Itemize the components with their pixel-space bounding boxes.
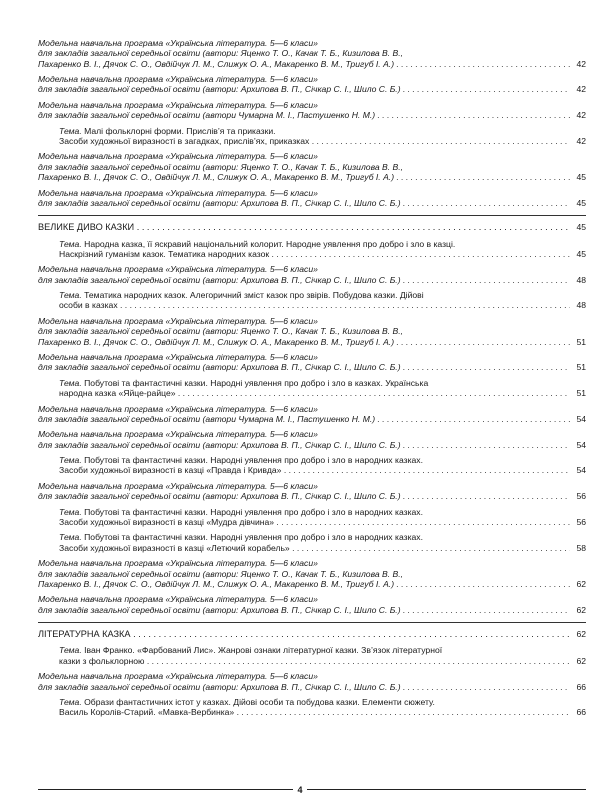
toc-entry-line [38,74,570,84]
toc-program-entry [38,352,586,373]
toc-entry-text: Модельна навчальна програма «Українська література. 5—6 класи» [38,429,318,440]
toc-page-number: 56 [576,491,586,502]
toc-entry-line [59,249,570,259]
toc-entry-text: Побутові та фантастичні казки. Народні уявлення про добро і зло в народних казках. [84,532,423,543]
toc-page-number: 54 [576,465,586,476]
toc-entry-line [38,275,570,285]
toc-entry-text: Модельна навчальна програма «Українська література. 5—6 класи» [38,403,318,414]
toc-entry-text: Модельна навчальна програма «Українська література. 5—6 класи» [38,264,318,275]
toc-page-number: 48 [576,300,586,311]
toc-page-number: 62 [576,655,586,666]
toc-entry-text: для закладів загальної середньої освіти (автори: Архипова В. П., Січкар С. І., Шило С. Б.) [38,362,401,373]
toc-entry-text: Модельна навчальна програма «Українська література. 5—6 класи» [38,38,318,48]
toc-entry-line [38,172,570,182]
toc-entry-line [38,671,570,681]
toc-entry-line [59,239,570,249]
toc-entry-line [59,707,570,717]
toc-entry-text: для закладів загальної середньої освіти (автори: Архипова В. П., Січкар С. І., Шило С. Б.) [38,197,401,208]
toc-page-number: 54 [576,439,586,450]
toc-entry-text: для закладів загальної середньої освіти (автори: Архипова В. П., Січкар С. І., Шило С. Б.) [38,491,401,502]
toc-program-entry [38,264,586,285]
topic-label: Тема. [59,645,82,656]
toc-entry-text: Малі фольклорні форми. Прислів’я та приказки. [84,125,276,136]
toc-program-entry [38,38,586,69]
toc-entry-line [38,337,570,347]
toc-entry-line [38,629,570,640]
toc-entry-text: Модельна навчальна програма «Українська література. 5—6 класи» [38,480,318,491]
toc-entry-text: Образи фантастичних істот у казках. Дійові особи та побудова казки. Елементи сюжету. [84,697,435,707]
toc-entry-text: казки з фольклорною [59,655,145,666]
toc-topic-entry [38,645,586,666]
toc-entry-line [38,404,570,414]
toc-entry-text: Народна казка, її яскравий національний колорит. Народне уявлення про добро і зло в казці. [84,238,456,249]
toc-page-number: 51 [576,362,586,373]
toc-entry-text: Наскрізний гуманізм казок. Тематика народних казок [59,248,270,259]
topic-label: Тема. [59,532,82,543]
toc-program-entry [38,188,586,209]
toc-entry-line [38,59,570,69]
toc-entry-line [38,558,570,568]
toc-entry-line [59,136,570,146]
toc-entry-text: Засоби художньої виразності в казці «Летючий корабель» [59,542,290,553]
toc-entry-line [59,543,570,553]
toc-page-number: 45 [576,197,586,208]
toc-page-number: 62 [576,604,586,615]
toc-entry-line [38,162,570,172]
toc-entry-line [38,569,570,579]
toc-entry-text: для закладів загальної середньої освіти (автори: Яценко Т. О., Качак Т. Б., Кизилова В. В., [38,568,404,579]
toc-topic-entry [38,290,586,311]
topic-label: Тема. [59,377,82,388]
toc-topic-entry [38,697,586,718]
toc-entry-text: Модельна навчальна програма «Українська література. 5—6 класи» [38,558,318,569]
toc-entry-text: для закладів загальної середньої освіти (автори: Архипова В. П., Січкар С. І., Шило С. Б.) [38,274,401,285]
toc-section-heading [38,629,586,640]
topic-label: Тема. [59,238,82,249]
toc-entry-line [38,326,570,336]
toc-entry-line [38,414,570,424]
toc-entry-line [38,84,570,94]
toc-entry-text: ЛІТЕРАТУРНА КАЗКА [38,628,131,639]
toc-entry-text: для закладів загальної середньої освіти (автори: Архипова В. П., Січкар С. І., Шило С. Б.) [38,439,401,450]
toc-program-entry [38,151,586,182]
toc-topic-entry [38,507,586,528]
toc-entry-line [38,429,570,439]
toc-entry-line [38,579,570,589]
toc-entry-text: Модельна навчальна програма «Українська література. 5—6 класи» [38,99,318,110]
topic-label: Тема. [59,697,82,707]
topic-label: Тема. [59,290,82,301]
toc-entry-text: Модельна навчальна програма «Українська література. 5—6 класи» [38,352,318,363]
toc-entry-line [38,594,570,604]
toc-page-number: 42 [576,58,586,69]
toc-program-entry [38,100,586,121]
toc-entry-text: для закладів загальної середньої освіти (автори: Яценко Т. О., Качак Т. Б., Кизилова В. В., [38,326,404,337]
toc-entry-line [59,465,570,475]
page-number-text: 4 [293,785,306,795]
toc-entry-line [59,517,570,527]
toc-page-number: 66 [576,681,586,692]
toc-page-number: 51 [576,388,586,399]
toc-page-number: 42 [576,84,586,95]
toc-entry-line [38,362,570,372]
toc-entry-text: Засоби художньої виразності в загадках, прислів’ях, приказках [59,135,310,146]
toc-topic-entry [38,126,586,147]
toc-entry-text: Василь Королів-Старий. «Мавка-Вербинка» [59,707,235,718]
toc-entry-line [38,100,570,110]
toc-entry-line [59,126,570,136]
table-of-contents [38,38,586,723]
toc-program-entry [38,594,586,615]
toc-page-number: 66 [576,707,586,718]
toc-entry-text: особи в казках [59,300,118,311]
toc-topic-entry [38,455,586,476]
toc-entry-text: для закладів загальної середньої освіти (автори: Архипова В. П., Січкар С. І., Шило С. Б.) [38,84,401,95]
toc-entry-line [59,378,570,388]
toc-entry-text: Пахаренко В. І., Дячок С. О., Овдійчук Л. М., Слижук О. А., Макаренко В. М., Тригуб І. А.) [38,58,395,69]
toc-entry-line [38,48,570,58]
toc-page-number: 62 [576,628,586,639]
section-divider [38,215,586,216]
toc-entry-text: для закладів загальної середньої освіти (автори: Яценко Т. О., Качак Т. Б., Кизилова В. В., [38,161,404,172]
toc-entry-line [38,352,570,362]
toc-entry-text: для закладів загальної середньої освіти (автори: Яценко Т. О., Качак Т. Б., Кизилова В. В., [38,48,404,59]
toc-entry-line [59,532,570,542]
toc-page-number: 45 [576,222,586,233]
toc-entry-line [59,300,570,310]
toc-entry-line [38,605,570,615]
toc-section-heading [38,222,586,233]
toc-entry-line [38,38,570,48]
toc-entry-line [59,290,570,300]
toc-entry-line [38,264,570,274]
toc-entry-text: для закладів загальної середньої освіти (автори Чумарна М. І., Пастушенко Н. М.) [38,413,376,424]
toc-page-number: 42 [576,135,586,146]
page-number [0,785,600,795]
toc-program-entry [38,404,586,425]
toc-program-entry [38,558,586,589]
toc-entry-text: Побутові та фантастичні казки. Народні уявлення про добро і зло в народних казках. [84,506,423,517]
toc-entry-line [38,440,570,450]
toc-page-number: 58 [576,542,586,553]
toc-entry-text: Модельна навчальна програма «Українська література. 5—6 класи» [38,315,318,326]
toc-page-number: 56 [576,517,586,527]
toc-page-number: 54 [576,413,586,424]
toc-entry-line [59,388,570,398]
toc-entry-text: Модельна навчальна програма «Українська література. 5—6 класи» [38,187,318,198]
toc-entry-line [59,507,570,517]
toc-entry-line [38,151,570,161]
toc-program-entry [38,429,586,450]
toc-entry-text: Засоби художньої виразності в казці «Правда і Кривда» [59,465,282,476]
toc-entry-text: Засоби художньої виразності в казці «Мудра дівчина» [59,517,275,527]
toc-entry-text: Пахаренко В. І., Дячок С. О., Овдійчук Л. М., Слижук О. А., Макаренко В. М., Тригуб І. А.) [38,172,395,183]
topic-label: Тема. [59,125,82,136]
toc-entry-text: Модельна навчальна програма «Українська література. 5—6 класи» [38,594,318,605]
toc-entry-line [38,110,570,120]
toc-entry-line [59,645,570,655]
topic-label: Тема. [59,455,82,466]
toc-page-number: 45 [576,172,586,183]
toc-entry-text: для закладів загальної середньої освіти (автори: Архипова В. П., Січкар С. І., Шило С. Б.) [38,681,401,692]
toc-entry-text: Модельна навчальна програма «Українська література. 5—6 класи» [38,74,318,85]
toc-page-number: 45 [576,248,586,259]
toc-entry-text: ВЕЛИКЕ ДИВО КАЗКИ [38,222,135,233]
toc-entry-line [59,656,570,666]
toc-entry-text: Тематика народних казок. Алегоричний зміст казок про звірів. Побудова казки. Дійові [84,290,424,301]
toc-program-entry [38,316,586,347]
toc-entry-text: Іван Франко. «Фарбований Лис». Жанрові ознаки літературної казки. Зв’язок літературної [84,645,443,656]
topic-label: Тема. [59,506,82,517]
toc-entry-line [38,682,570,692]
toc-topic-entry [38,378,586,399]
toc-entry-line [59,697,570,707]
toc-program-entry [38,481,586,502]
toc-topic-entry [38,239,586,260]
toc-entry-text: для закладів загальної середньої освіти (автори Чумарна М. І., Пастушенко Н. М.) [38,110,376,121]
toc-page-number: 51 [576,336,586,347]
toc-entry-line [38,188,570,198]
toc-entry-line [38,222,570,233]
toc-entry-text: Пахаренко В. І., Дячок С. О., Овдійчук Л. М., Слижук О. А., Макаренко В. М., Тригуб І. А.) [38,578,395,589]
toc-entry-line [38,198,570,208]
toc-topic-entry [38,532,586,553]
section-divider [38,622,586,623]
toc-entry-text: Побутові та фантастичні казки. Народні уявлення про добро і зло в казках. Українська [84,377,429,388]
toc-entry-text: народна казка «Яйце-райце» [59,388,176,399]
toc-entry-line [59,455,570,465]
toc-program-entry [38,74,586,95]
toc-entry-text: для закладів загальної середньої освіти (автори: Архипова В. П., Січкар С. І., Шило С. Б.) [38,604,401,615]
toc-entry-text: Модельна навчальна програма «Українська література. 5—6 класи» [38,151,318,162]
toc-entry-text: Модельна навчальна програма «Українська література. 5—6 класи» [38,671,318,682]
toc-entry-line [38,481,570,491]
toc-page-number: 42 [576,110,586,121]
toc-entry-line [38,316,570,326]
toc-entry-text: Побутові та фантастичні казки. Народні уявлення про добро і зло в народних казках. [84,455,423,466]
toc-program-entry [38,671,586,692]
toc-page-number: 48 [576,274,586,285]
toc-entry-text: Пахаренко В. І., Дячок С. О., Овдійчук Л. М., Слижук О. А., Макаренко В. М., Тригуб І. А.) [38,336,395,347]
toc-page-number: 62 [576,578,586,589]
toc-entry-line [38,491,570,501]
